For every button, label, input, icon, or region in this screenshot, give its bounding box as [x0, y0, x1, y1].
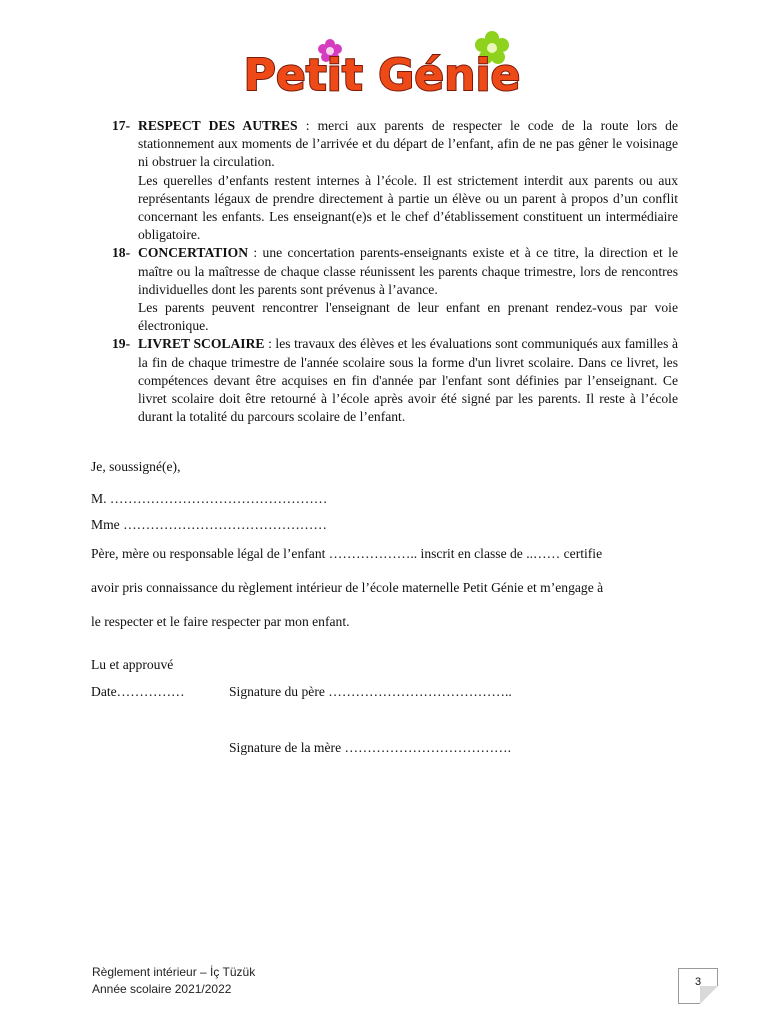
petit-genie-logo	[222, 28, 542, 100]
page-number: 3	[678, 968, 718, 1004]
rule-18	[112, 244, 678, 335]
respect-line: le respecter et le faire respecter par mon enfant.	[91, 614, 350, 629]
rule-number: 18-	[112, 245, 131, 261]
footer-title: Règlement intérieur – İç Tüzük	[92, 965, 256, 979]
rule-heading: CONCERTATION	[138, 245, 249, 261]
father-name-field[interactable]: M. …………………………………………	[91, 491, 328, 506]
rule-heading: LIVRET SCOLAIRE	[138, 336, 265, 352]
mother-signature-field[interactable]: Signature de la mère ……………………………….	[229, 740, 512, 755]
rule-17	[112, 117, 678, 244]
read-approved-label: Lu et approuvé	[91, 657, 174, 672]
footer	[92, 964, 255, 998]
rule-heading: RESPECT DES AUTRES	[138, 118, 298, 133]
rule-number: 19-	[112, 336, 131, 352]
rule-text: : une concertation parents-enseignants existe et à ce titre, la direction et le maître ou la maîtresse de chaque classe réunissent les parents chaque trimestre, lors de rencontres individuelles dont les parents sont prévenus à l’avance.	[138, 245, 678, 297]
rule-text: : les travaux des élèves et les évaluations sont communiqués aux familles à la fin de chaque trimestre de l'année scolaire sous la forme d'un livret scolaire. Dans ce livret, les compétences devant être acquises en fin d'année par l'enfant sont définies par l’enseignant. Ce livret scolaire doit être retourné à l’école après avoir été signé par les parents. Il reste à l’école durant la totalité du parcours scolaire de l’enfant.	[138, 336, 678, 425]
footer-school-year: Année scolaire 2021/2022	[92, 982, 232, 996]
rule-19	[112, 335, 678, 426]
rule-text: : merci aux parents de respecter le code de la route lors de stationnement aux moments de l’arrivée et du départ de l’enfant, afin de ne pas gêner le voisinage ni obstruer la circulation.	[138, 118, 678, 170]
mother-name-field[interactable]: Mme ………………………………………	[91, 517, 327, 532]
father-signature-field[interactable]: Signature du père …………………………………..	[229, 684, 512, 699]
rule-number: 17-	[112, 118, 131, 133]
parent-class-line[interactable]: Père, mère ou responsable légal de l’enfant ……………….. inscrit en classe de ..…… certifie	[91, 546, 603, 561]
logo-text: Petit Génie	[243, 50, 521, 100]
form-intro: Je, soussigné(e),	[91, 459, 181, 474]
rule-extra-text: Les querelles d’enfants restent internes à l’école. Il est strictement interdit aux parents ou aux représentants légaux de prendre directement à partie un élève ou un parent à propos d’un conflit concernant les enfants. Les enseignant(e)s et le chef d’établissement constituent un intermédiaire obligatoire.	[138, 172, 678, 243]
rule-extra-text: Les parents peuvent rencontrer l'enseignant de leur enfant en prenant rendez-vous par voie électronique.	[138, 300, 678, 334]
acknowledgement-line: avoir pris connaissance du règlement intérieur de l’école maternelle Petit Génie et m’engage à	[91, 580, 604, 595]
rules-list	[112, 117, 678, 426]
date-field[interactable]: Date……………	[91, 684, 185, 699]
